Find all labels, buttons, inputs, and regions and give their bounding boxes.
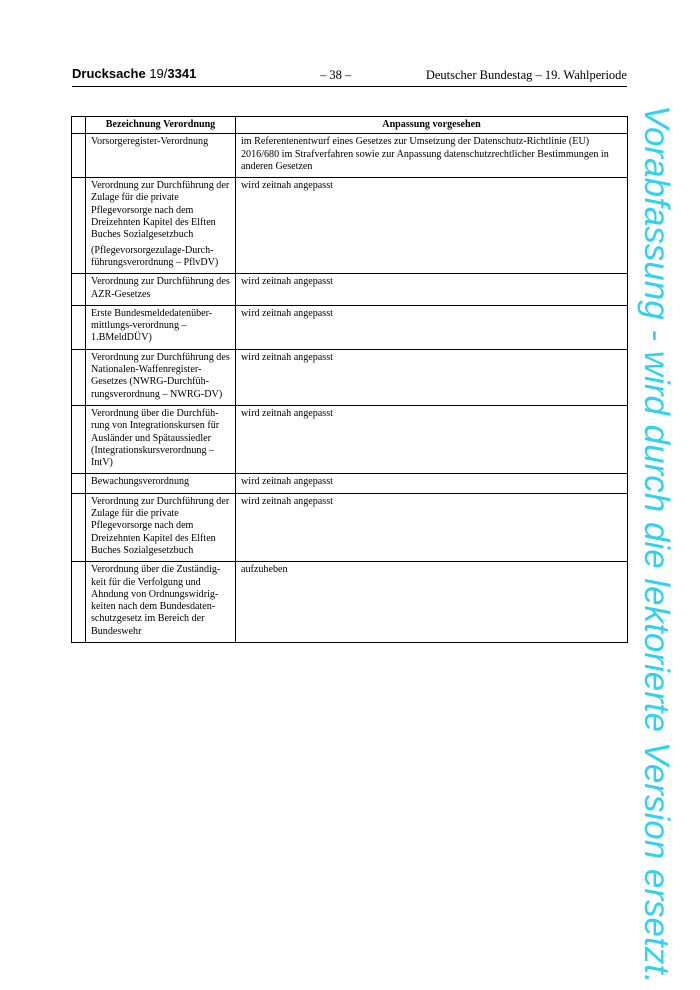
row-index-cell [72, 474, 86, 493]
adjustment-cell: aufzuheben [236, 562, 628, 643]
row-index-cell [72, 178, 86, 274]
table-row [72, 493, 628, 561]
adjustment-cell: wird zeitnah angepasst [236, 405, 628, 473]
regulation-name-text: Verordnung zur Durchführung des AZR-Gesetzes [91, 276, 230, 300]
regulation-name-text: Bewachungsverordnung [91, 476, 190, 488]
regulation-name-text: Vorsorgeregister-Verordnung [91, 136, 209, 148]
regulation-name-text: Erste Bundesmeldedatenüber-mittlungs-verordnung – 1.BMeldDÜV) [91, 307, 213, 344]
adjustment-cell: wird zeitnah angepasst [236, 305, 628, 349]
publisher: Deutscher Bundestag – 19. Wahlperiode [425, 68, 627, 82]
doc-label: Drucksache [72, 66, 146, 81]
row-index-cell [72, 493, 86, 561]
table-row [72, 274, 628, 306]
column-header-action: Anpassung vorgesehen [236, 117, 628, 134]
page-header [72, 66, 627, 87]
regulation-name-text: Verordnung zur Durchführung des Nationalen-Waffenregister-Gesetzes (NWRG-Durchfüh-rungsverordnung – NWRG-DV) [91, 351, 230, 400]
draft-watermark [636, 105, 692, 984]
row-index-cell [72, 305, 86, 349]
document-number [72, 66, 196, 82]
table-row [72, 349, 628, 405]
regulation-name-cell [86, 134, 236, 178]
column-header-name: Bezeichnung Verordnung [86, 117, 236, 134]
regulation-name-cell [86, 474, 236, 493]
table-body [72, 134, 628, 643]
doc-number-prefix: 19/ [145, 66, 168, 81]
regulation-name-cell [86, 349, 236, 405]
adjustment-cell: wird zeitnah angepasst [236, 493, 628, 561]
row-index-cell [72, 405, 86, 473]
regulation-name-cell [86, 178, 236, 274]
adjustment-cell: wird zeitnah angepasst [236, 274, 628, 306]
regulation-name-cell [86, 562, 236, 643]
doc-number: 3341 [167, 66, 197, 81]
table-header-row [72, 117, 628, 134]
table-row [72, 305, 628, 349]
watermark-text: Vorabfassung - wird durch die lektorierte Version ersetzt. [637, 105, 676, 984]
regulations-table [71, 116, 628, 643]
row-index-cell [72, 274, 86, 306]
row-index-cell [72, 134, 86, 178]
regulation-name-text: Verordnung zur Durchführung der Zulage für die private Pflegevorsorge nach dem Dreizehnten Kapitel des Elften Buches Sozialgesetzbuch [91, 495, 230, 556]
table-row [72, 474, 628, 493]
regulation-name-cell [86, 493, 236, 561]
regulation-name-text: Verordnung zur Durchführung der Zulage für die private Pflegevorsorge nach dem Dreizehnten Kapitel des Elften Buches Sozialgesetzbuch [91, 180, 230, 241]
table-row [72, 405, 628, 473]
page-number: – 38 – [320, 68, 352, 82]
adjustment-cell: wird zeitnah angepasst [236, 178, 628, 274]
row-index-cell [72, 562, 86, 643]
table-row [72, 134, 628, 178]
regulation-name-cell [86, 305, 236, 349]
row-index-cell [72, 349, 86, 405]
regulation-name-text: Verordnung über die Durchfüh-rung von Integrationskursen für Ausländer und Spätaussiedler (Integrationskursverordnung – IntV) [91, 407, 220, 469]
adjustment-cell: wird zeitnah angepasst [236, 474, 628, 493]
adjustment-cell: wird zeitnah angepasst [236, 349, 628, 405]
regulation-name-text: (Pflegevorsorgezulage-Durch-führungsverordnung – PflvDV) [91, 244, 219, 268]
header-index-cell [72, 117, 86, 134]
regulation-name-text: Verordnung über die Zuständig-keit für die Verfolgung und Ahndung von Ordnungswidrig-keiten nach dem Bundesdaten-schutzgesetz im Bereich der Bundeswehr [91, 564, 221, 637]
table-row [72, 178, 628, 274]
regulation-name-cell [86, 274, 236, 306]
regulation-name-cell [86, 405, 236, 473]
adjustment-cell: im Referentenentwurf eines Gesetzes zur Umsetzung der Datenschutz-Richtlinie (EU) 2016/680 im Strafverfahren sowie zur Anpassung datenschutzrechtlicher Bestimmungen in anderen Gesetzen [236, 134, 628, 178]
table-row [72, 562, 628, 643]
